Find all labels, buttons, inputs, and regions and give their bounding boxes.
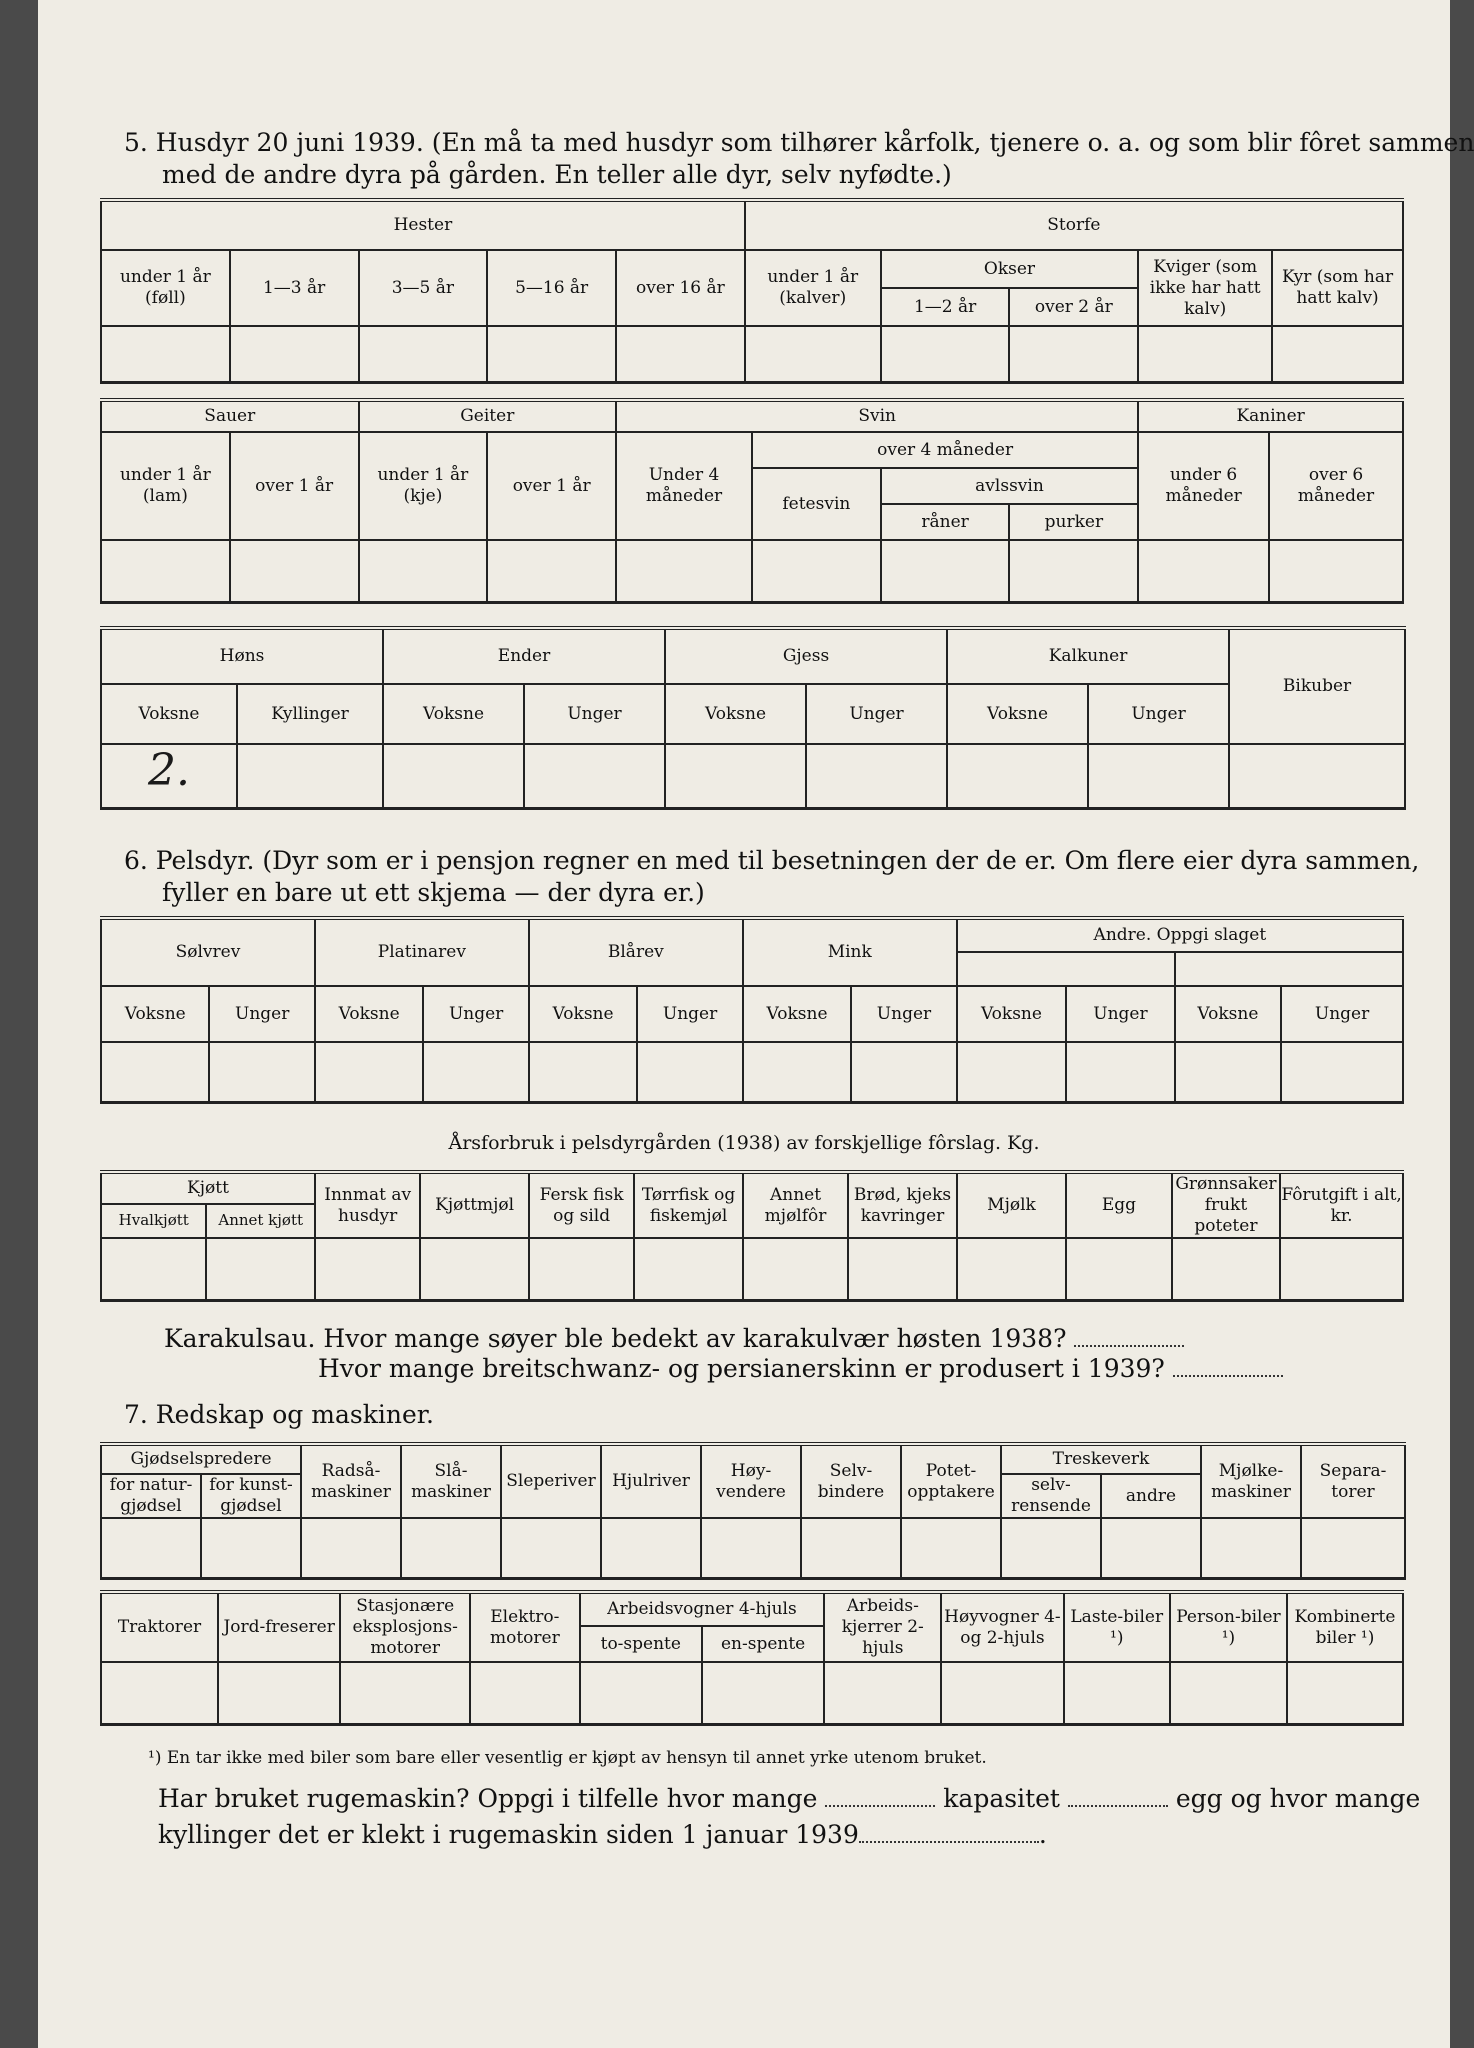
kyllinger-field[interactable]	[859, 1821, 1039, 1843]
machine-col: Stasjonære eksplosjons-motorer	[340, 1592, 470, 1662]
kyllinger-col: Kyllinger	[237, 684, 383, 744]
kalkuner-header: Kalkuner	[947, 628, 1229, 684]
rugemaskin-line2: kyllinger det er klekt i rugemaskin siden 1 januar 1939 .	[158, 1820, 1047, 1849]
entry-cell[interactable]	[665, 744, 806, 808]
raner-col: råner	[881, 504, 1010, 540]
entry-cell[interactable]	[315, 1238, 420, 1300]
entry-cell[interactable]	[1138, 540, 1269, 602]
entry-cell[interactable]	[487, 540, 616, 602]
entry-cell[interactable]	[701, 1518, 801, 1578]
hester-header: Hester	[101, 200, 745, 250]
sauer-col: over 1 år	[230, 432, 359, 540]
unger-col: Unger	[851, 986, 956, 1042]
section7-heading: 7. Redskap og maskiner.	[124, 1400, 434, 1429]
entry-cell[interactable]	[359, 326, 488, 382]
gjodsel-col: for kunst-gjødsel	[201, 1474, 301, 1518]
feed-col: Fersk fisk og sild	[529, 1172, 634, 1238]
entry-cell[interactable]	[101, 1518, 201, 1578]
sheep-goats-pigs-table	[100, 398, 1404, 604]
feed-usage-title: Årsforbruk i pelsdyrgården (1938) av forskjellige fôrslag. Kg.	[448, 1132, 1040, 1154]
voksne-col: Voksne	[1175, 986, 1281, 1042]
svin-over-header: over 4 måneder	[752, 432, 1138, 468]
entry-cell[interactable]	[851, 1042, 956, 1102]
machine-col: Sleperiver	[501, 1444, 601, 1518]
unger-col: Unger	[1281, 986, 1403, 1042]
entry-cell[interactable]	[1172, 1238, 1280, 1300]
gjodsel-col: for natur-gjødsel	[101, 1474, 201, 1518]
okser-col: 1—2 år	[881, 288, 1010, 326]
section5-heading-line2: med de andre dyra på gården. En teller alle dyr, selv nyfødte.)	[162, 160, 952, 189]
poultry-table	[100, 626, 1406, 810]
sauer-col: under 1 år (lam)	[101, 432, 230, 540]
entry-cell[interactable]	[1001, 1518, 1101, 1578]
svin-under-col: Under 4 måneder	[616, 432, 752, 540]
hester-col: over 16 år	[616, 250, 745, 326]
sauer-header: Sauer	[101, 400, 359, 432]
feed-col: Tørrfisk og fiskemjøl	[634, 1172, 742, 1238]
voksne-col: Voksne	[101, 684, 237, 744]
unger-col: Unger	[209, 986, 314, 1042]
entry-cell[interactable]	[1066, 1042, 1174, 1102]
unger-col: Unger	[423, 986, 528, 1042]
entry-cell[interactable]	[634, 1238, 742, 1300]
karakul-question2: Hvor mange breitschwanz- og persianerskinn er produsert i 1939?	[318, 1354, 1165, 1383]
section5-heading-line1: 5. Husdyr 20 juni 1939. (En må ta med husdyr som tilhører kårfolk, tjenere o. a. og som blir fôret sammen	[124, 128, 1474, 157]
entry-cell[interactable]	[1170, 1662, 1287, 1724]
feed-col: Grønnsaker frukt poteter	[1172, 1172, 1280, 1238]
feed-col: Brød, kjeks kavringer	[848, 1172, 956, 1238]
entry-cell[interactable]	[218, 1662, 340, 1724]
storfe-header: Storfe	[745, 200, 1403, 250]
karakul-line2	[318, 1352, 1283, 1386]
section6-heading-line2: fyller en bare ut ett skjema — der dyra er.)	[162, 878, 705, 907]
entry-cell[interactable]	[470, 1662, 580, 1724]
entry-cell[interactable]	[743, 1238, 848, 1300]
geiter-col: over 1 år	[487, 432, 616, 540]
entry-cell[interactable]	[359, 540, 488, 602]
entry-cell[interactable]	[1088, 744, 1229, 808]
entry-cell[interactable]	[806, 744, 947, 808]
machine-col: Kombinerte biler ¹)	[1287, 1592, 1403, 1662]
entry-cell[interactable]	[941, 1662, 1063, 1724]
treskeverk-col: andre	[1101, 1474, 1201, 1518]
entry-cell[interactable]	[340, 1662, 470, 1724]
unger-col: Unger	[806, 684, 947, 744]
entry-cell[interactable]	[1175, 1042, 1281, 1102]
feed-usage-table	[100, 1170, 1404, 1302]
solvrev-header: Sølvrev	[101, 918, 315, 986]
kaniner-col: under 6 måneder	[1138, 432, 1269, 540]
karakul-answer1[interactable]	[1074, 1325, 1184, 1347]
voksne-col: Voksne	[665, 684, 806, 744]
gjess-header: Gjess	[665, 628, 947, 684]
entry-cell[interactable]	[616, 326, 745, 382]
bikuber-col: Bikuber	[1229, 628, 1405, 744]
entry-cell[interactable]	[1280, 1238, 1403, 1300]
andre-header: Andre. Oppgi slaget	[957, 918, 1403, 952]
machinery-table-2	[100, 1590, 1404, 1726]
entry-cell[interactable]	[957, 1042, 1067, 1102]
geiter-col: under 1 år (kje)	[359, 432, 488, 540]
hester-col: 3—5 år	[359, 250, 488, 326]
entry-cell[interactable]	[601, 1518, 701, 1578]
karakul-question1: Hvor mange søyer ble bedekt av karakulvær høsten 1938?	[323, 1324, 1067, 1353]
entry-cell[interactable]	[315, 1042, 423, 1102]
hester-col: 5—16 år	[487, 250, 616, 326]
machine-col: Traktorer	[101, 1592, 218, 1662]
entry-cell[interactable]	[383, 744, 524, 808]
unger-col: Unger	[1066, 986, 1174, 1042]
entry-cell[interactable]	[101, 1238, 206, 1300]
form-page	[38, 0, 1474, 2048]
entry-cell[interactable]	[1101, 1518, 1201, 1578]
fur-animals-table	[100, 916, 1404, 1104]
entry-cell[interactable]	[101, 1662, 218, 1724]
entry-cell[interactable]	[1301, 1518, 1405, 1578]
entry-cell[interactable]	[881, 540, 1010, 602]
entry-cell[interactable]	[423, 1042, 528, 1102]
entry-cell[interactable]	[420, 1238, 528, 1300]
kyllinger-question: kyllinger det er klekt i rugemaskin siden 1 januar 1939	[158, 1820, 859, 1849]
kapasitet-field[interactable]	[1068, 1785, 1168, 1807]
machine-col: Selv-bindere	[801, 1444, 901, 1518]
voksne-col: Voksne	[315, 986, 423, 1042]
unger-col: Unger	[637, 986, 742, 1042]
kalver-col: under 1 år (kalver)	[745, 250, 881, 326]
entry-cell[interactable]	[201, 1518, 301, 1578]
machine-col: Elektro-motorer	[470, 1592, 580, 1662]
entry-cell[interactable]	[1009, 540, 1138, 602]
voksne-col: Voksne	[529, 986, 637, 1042]
entry-cell[interactable]	[1272, 326, 1403, 382]
entry-cell[interactable]	[230, 326, 359, 382]
entry-cell[interactable]	[230, 540, 359, 602]
entry-cell[interactable]	[1229, 744, 1405, 808]
horses-cattle-table	[100, 198, 1404, 384]
entry-cell[interactable]	[752, 540, 881, 602]
kapasitet-label: kapasitet	[943, 1784, 1060, 1813]
entry-cell[interactable]	[529, 1042, 637, 1102]
voksne-col: Voksne	[101, 986, 209, 1042]
treskeverk-header: Treskeverk	[1001, 1444, 1201, 1474]
entry-cell[interactable]	[101, 326, 230, 382]
footnote: ¹) En tar ikke med biler som bare eller vesentlig er kjøpt av hensyn til annet yrke utenom bruket.	[148, 1748, 987, 1768]
arbeidsvogner-header: Arbeidsvogner 4-hjuls	[580, 1592, 825, 1626]
entry-cell[interactable]	[743, 1042, 851, 1102]
entry-cell[interactable]	[947, 744, 1088, 808]
hvalkjott-col: Hvalkjøtt	[101, 1204, 206, 1238]
machine-col: Radså-maskiner	[301, 1444, 401, 1518]
hester-col: 1—3 år	[230, 250, 359, 326]
entry-cell[interactable]	[487, 326, 616, 382]
machine-col: Høyvogner 4- og 2-hjuls	[941, 1592, 1063, 1662]
entry-cell[interactable]	[745, 326, 881, 382]
arbeidsvogner-col: en-spente	[702, 1626, 824, 1662]
andre-slag-entry[interactable]	[1175, 952, 1403, 986]
purker-col: purker	[1009, 504, 1138, 540]
entry-cell[interactable]	[801, 1518, 901, 1578]
machine-col: Arbeids-kjerrer 2-hjuls	[824, 1592, 941, 1662]
entry-cell[interactable]	[1201, 1518, 1301, 1578]
egg-tail-label: egg og hvor mange	[1175, 1784, 1421, 1813]
unger-col: Unger	[524, 684, 665, 744]
hester-col: under 1 år (føll)	[101, 250, 230, 326]
entry-cell[interactable]	[824, 1662, 941, 1724]
voksne-col: Voksne	[743, 986, 851, 1042]
entry-cell[interactable]	[237, 744, 383, 808]
machine-col: Laste-biler ¹)	[1064, 1592, 1170, 1662]
machine-col: Separa-torer	[1301, 1444, 1405, 1518]
entry-cell[interactable]	[1269, 540, 1403, 602]
machinery-table-1	[100, 1442, 1406, 1580]
kviger-col: Kviger (som ikke har hatt kalv)	[1138, 250, 1272, 326]
entry-cell[interactable]	[957, 1238, 1067, 1300]
section6-heading-line1: 6. Pelsdyr. (Dyr som er i pensjon regner en med til besetningen der de er. Om flere eier dyra sammen,	[124, 846, 1420, 875]
gjodsel-header: Gjødselspredere	[101, 1444, 301, 1474]
blarev-header: Blårev	[529, 918, 743, 986]
svin-header: Svin	[616, 400, 1138, 432]
kaniner-header: Kaniner	[1138, 400, 1403, 432]
entry-cell[interactable]	[529, 1238, 634, 1300]
entry-cell[interactable]	[101, 1042, 209, 1102]
voksne-col: Voksne	[383, 684, 524, 744]
hons-voksne-entry[interactable]	[101, 744, 237, 808]
voksne-col: Voksne	[947, 684, 1088, 744]
kjott-header: Kjøtt	[101, 1172, 315, 1204]
feed-col: Annet mjølfôr	[743, 1172, 848, 1238]
feed-col: Mjølk	[957, 1172, 1067, 1238]
kaniner-col: over 6 måneder	[1269, 432, 1403, 540]
entry-cell[interactable]	[524, 744, 665, 808]
karakul-answer2[interactable]	[1173, 1355, 1283, 1377]
mink-header: Mink	[743, 918, 957, 986]
entry-cell[interactable]	[1066, 1238, 1171, 1300]
entry-cell[interactable]	[1009, 326, 1138, 382]
entry-cell[interactable]	[881, 326, 1010, 382]
entry-cell[interactable]	[301, 1518, 401, 1578]
unger-col: Unger	[1088, 684, 1229, 744]
arbeidsvogner-col: to-spente	[580, 1626, 702, 1662]
karakul-label: Karakulsau.	[164, 1324, 316, 1353]
feed-col: Kjøttmjøl	[420, 1172, 528, 1238]
andre-slag-entry[interactable]	[957, 952, 1175, 986]
rugemaskin-question: Har bruket rugemaskin? Oppgi i tilfelle hvor mange	[158, 1784, 818, 1813]
karakul-line1	[164, 1322, 1184, 1356]
entry-cell[interactable]	[637, 1042, 742, 1102]
fetesvin-col: fetesvin	[752, 468, 881, 540]
machine-col: Hjulriver	[601, 1444, 701, 1518]
machine-col: Potet-opptakere	[901, 1444, 1001, 1518]
treskeverk-col: selv-rensende	[1001, 1474, 1101, 1518]
machine-col: Jord-freserer	[218, 1592, 340, 1662]
entry-cell[interactable]	[580, 1662, 702, 1724]
rugemaskin-count-field[interactable]	[825, 1785, 935, 1807]
entry-cell[interactable]	[101, 540, 230, 602]
entry-cell[interactable]	[1287, 1662, 1403, 1724]
entry-cell[interactable]	[401, 1518, 501, 1578]
feed-col: Innmat av husdyr	[315, 1172, 420, 1238]
rugemaskin-line1	[158, 1782, 1421, 1816]
machine-col: Person-biler ¹)	[1170, 1592, 1287, 1662]
feed-col: Fôrutgift i alt, kr.	[1280, 1172, 1403, 1238]
machine-col: Slå-maskiner	[401, 1444, 501, 1518]
annet-kjott-col: Annet kjøtt	[206, 1204, 314, 1238]
hons-header: Høns	[101, 628, 383, 684]
voksne-col: Voksne	[957, 986, 1067, 1042]
entry-cell[interactable]	[901, 1518, 1001, 1578]
handwritten-value: 2.	[148, 745, 190, 797]
geiter-header: Geiter	[359, 400, 617, 432]
machine-col: Mjølke-maskiner	[1201, 1444, 1301, 1518]
avlssvin-header: avlssvin	[881, 468, 1139, 504]
okser-header: Okser	[881, 250, 1139, 288]
entry-cell[interactable]	[206, 1238, 314, 1300]
entry-cell[interactable]	[501, 1518, 601, 1578]
ender-header: Ender	[383, 628, 665, 684]
entry-cell[interactable]	[616, 540, 752, 602]
entry-cell[interactable]	[1138, 326, 1272, 382]
entry-cell[interactable]	[702, 1662, 824, 1724]
entry-cell[interactable]	[1064, 1662, 1170, 1724]
machine-col: Høy-vendere	[701, 1444, 801, 1518]
entry-cell[interactable]	[1281, 1042, 1403, 1102]
kyr-col: Kyr (som har hatt kalv)	[1272, 250, 1403, 326]
entry-cell[interactable]	[209, 1042, 314, 1102]
feed-col: Egg	[1066, 1172, 1171, 1238]
okser-col: over 2 år	[1009, 288, 1138, 326]
entry-cell[interactable]	[848, 1238, 956, 1300]
platinarev-header: Platinarev	[315, 918, 529, 986]
